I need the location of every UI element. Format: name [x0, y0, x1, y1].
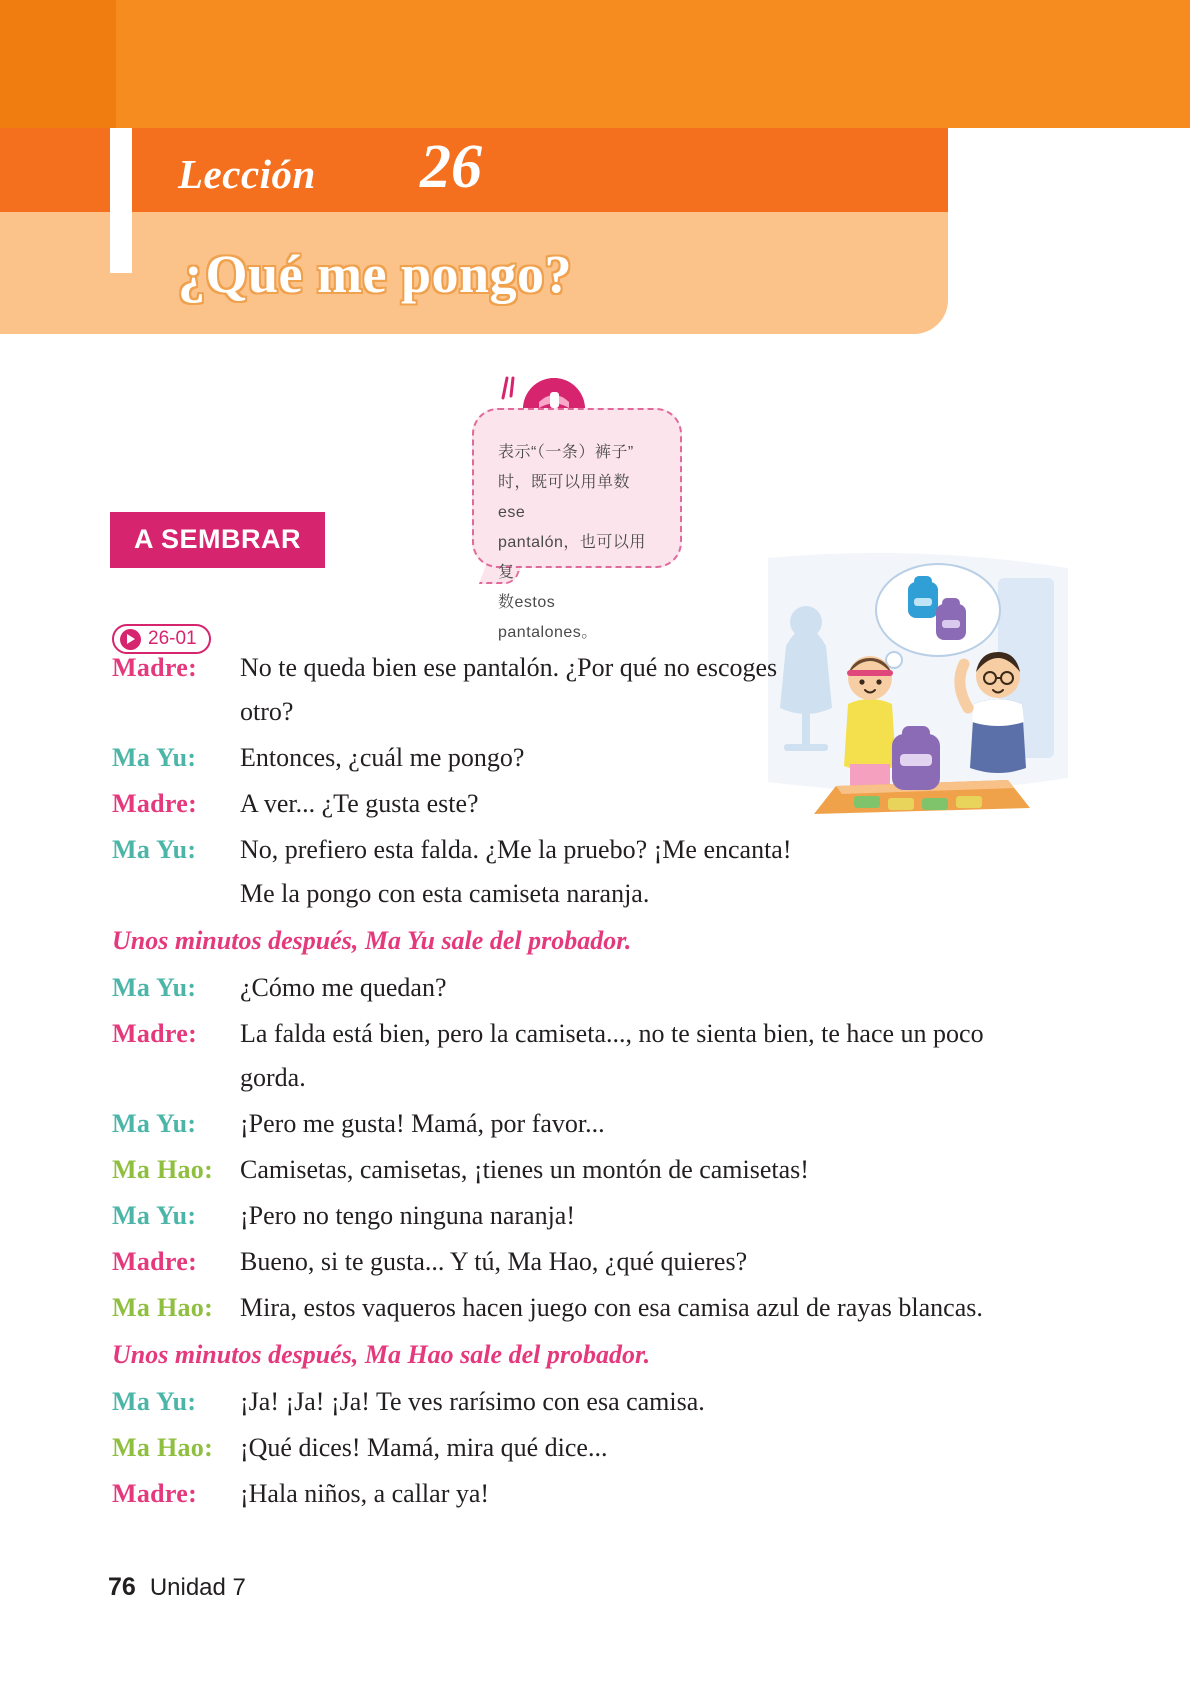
dialogue-line — [112, 1102, 1072, 1146]
note-line-4: 数estos pantalones。 — [498, 594, 598, 641]
dialogue-text: Camisetas, camisetas, ¡tienes un montón de camisetas! — [240, 1155, 809, 1184]
page-footer — [108, 1573, 246, 1602]
page-title: ¿Qué me pongo? — [178, 244, 573, 304]
dialogue-text: ¡Qué dices! Mamá, mira qué dice... — [240, 1433, 608, 1462]
header-top-block — [116, 0, 1190, 128]
dialogue-speaker: Ma Hao: — [112, 1433, 214, 1462]
dialogue-line — [112, 1380, 1072, 1424]
dialogue-text: ¡Pero me gusta! Mamá, por favor... — [240, 1109, 605, 1138]
sparkle-icon — [497, 372, 527, 402]
audio-track-label: 26-01 — [148, 628, 197, 649]
dialogue-speaker: Ma Hao: — [112, 1293, 214, 1322]
dialogue-text: Entonces, ¿cuál me pongo? — [240, 743, 525, 772]
dialogue-line — [112, 1012, 1072, 1100]
dialogue-speaker: Ma Hao: — [112, 1155, 214, 1184]
dialogue-line — [112, 1240, 1072, 1284]
dialogue-line — [112, 828, 1072, 916]
dialogue-text: A ver... ¿Te gusta este? — [240, 789, 479, 818]
dialogue-speaker: Madre: — [112, 789, 198, 818]
dialogue-speaker: Madre: — [112, 1479, 198, 1508]
dialogue-block — [112, 646, 1072, 1518]
header-white-divider — [110, 128, 132, 273]
dialogue-line — [112, 966, 1072, 1010]
dialogue-narration: Unos minutos después, Ma Hao sale del probador. — [112, 1340, 651, 1369]
dialogue-text: No te queda bien ese pantalón. ¿Por qué no escoges otro? — [240, 653, 778, 726]
dialogue-text: Bueno, si te gusta... Y tú, Ma Hao, ¿qué quieres? — [240, 1247, 748, 1276]
dialogue-speaker: Madre: — [112, 653, 198, 682]
dialogue-line — [112, 1194, 1072, 1238]
dialogue-line — [112, 736, 1072, 780]
note-line-3: pantalón，也可以用复 — [498, 534, 646, 581]
grammar-note-bubble — [472, 408, 682, 641]
dialogue-speaker: Ma Yu: — [112, 1201, 197, 1230]
dialogue-speaker: Ma Yu: — [112, 973, 197, 1002]
dialogue-text: La falda está bien, pero la camiseta..., no te sienta bien, te hace un poco gorda. — [240, 1019, 984, 1092]
dialogue-line — [112, 646, 1072, 734]
dialogue-text: No, prefiero esta falda. ¿Me la pruebo? ¡Me encanta! Me la pongo con esta camiseta naranja. — [240, 835, 792, 908]
page-header — [0, 0, 1190, 345]
dialogue-text: ¡Hala niños, a callar ya! — [240, 1479, 490, 1508]
dialogue-speaker: Ma Yu: — [112, 835, 197, 864]
dialogue-text: ¡Ja! ¡Ja! ¡Ja! Te ves rarísimo con esa camisa. — [240, 1387, 705, 1416]
dialogue-speaker: Madre: — [112, 1247, 198, 1276]
dialogue-text: Mira, estos vaqueros hacen juego con esa camisa azul de rayas blancas. — [240, 1293, 983, 1322]
dialogue-text: ¡Pero no tengo ninguna naranja! — [240, 1201, 576, 1230]
unit-label: Unidad 7 — [149, 1574, 246, 1601]
dialogue-speaker: Ma Yu: — [112, 1109, 197, 1138]
note-line-2: 时，既可以用单数ese — [498, 474, 631, 521]
dialogue-line — [112, 782, 1072, 826]
section-badge: A SEMBRAR — [110, 512, 325, 568]
note-line-1: 表示“（一条）裤子” — [498, 444, 634, 461]
lesson-label: Lección — [178, 151, 316, 197]
page-number: 76 — [108, 1573, 136, 1601]
dialogue-line — [112, 1148, 1072, 1192]
dialogue-speaker: Madre: — [112, 1019, 198, 1048]
dialogue-line — [112, 1426, 1072, 1470]
dialogue-text: ¿Cómo me quedan? — [240, 973, 447, 1002]
dialogue-line — [112, 1286, 1072, 1330]
dialogue-line — [112, 1472, 1072, 1516]
dialogue-narration: Unos minutos después, Ma Yu sale del probador. — [112, 926, 632, 955]
dialogue-speaker: Ma Yu: — [112, 743, 197, 772]
lesson-number: 26 — [420, 133, 482, 201]
dialogue-speaker: Ma Yu: — [112, 1387, 197, 1416]
